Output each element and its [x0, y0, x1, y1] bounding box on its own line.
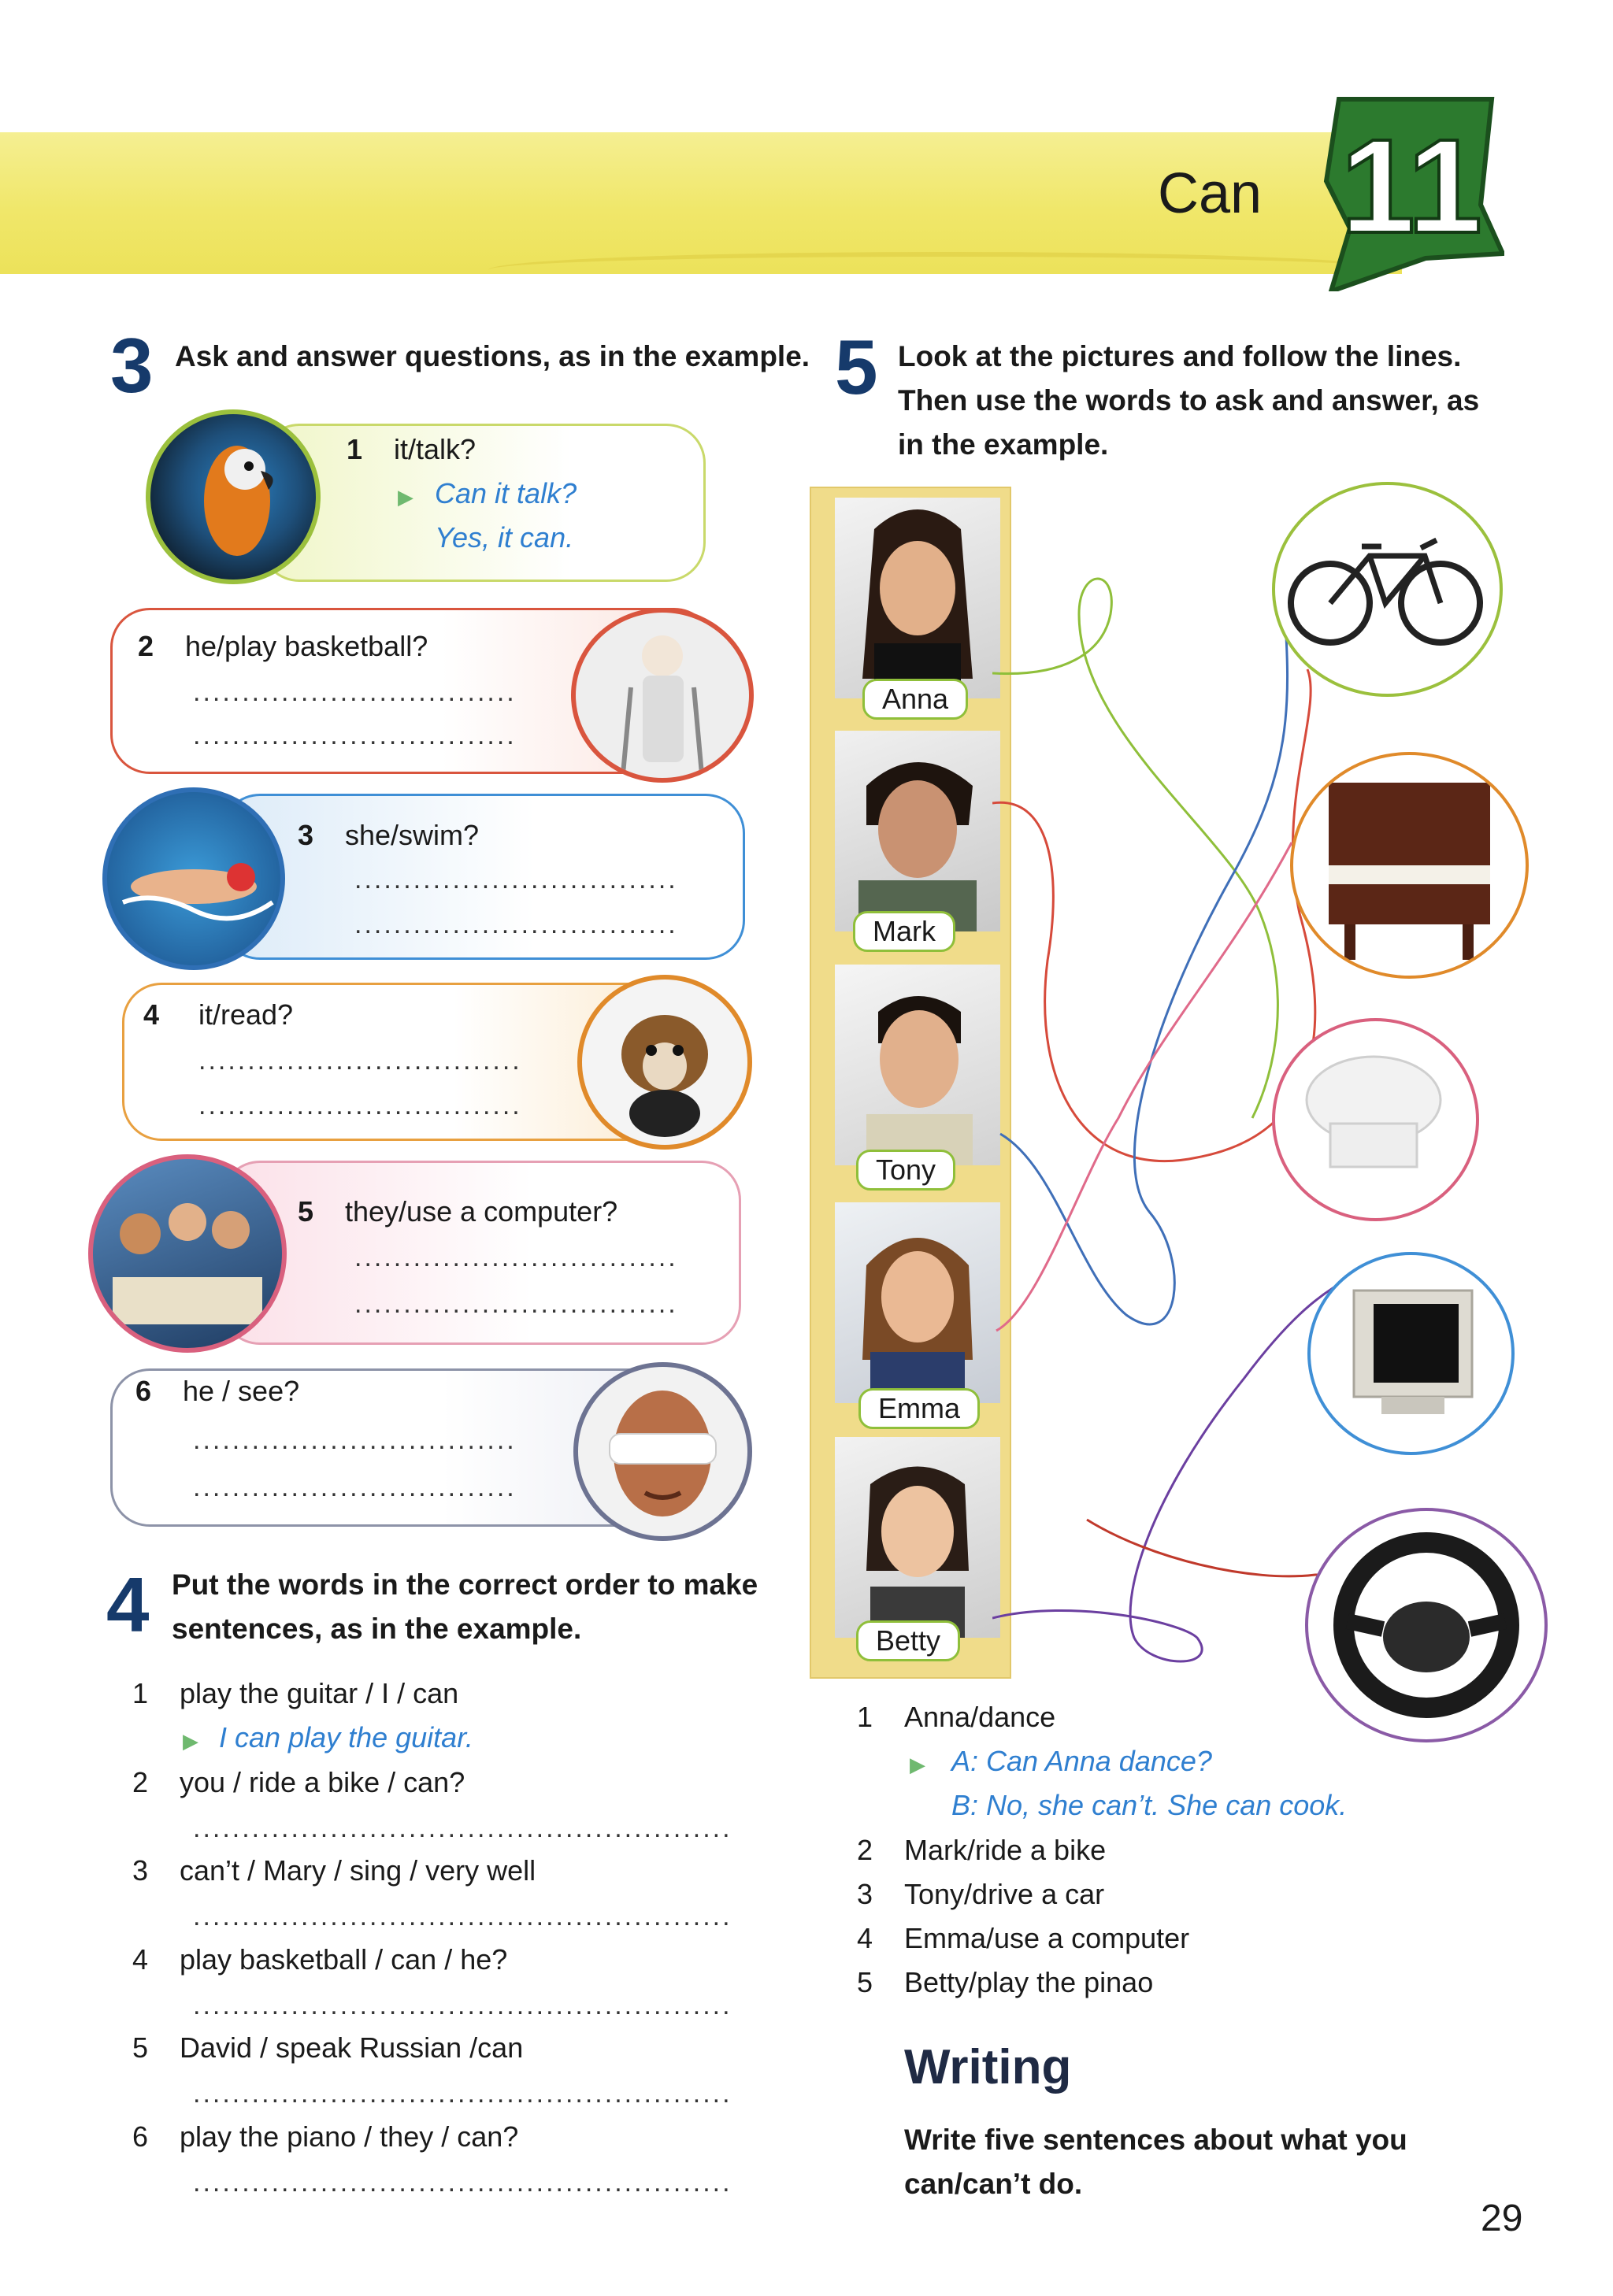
ex3-item-3-answer-line-2[interactable]: ................................. [354, 909, 678, 939]
betty-photo [835, 1437, 1000, 1638]
ex5-instruction-line-1: Look at the pictures and follow the lines. [898, 340, 1462, 372]
ex3-item-1-number: 1 [347, 433, 363, 465]
ex3-item-2-answer-line-2[interactable]: ................................. [193, 720, 517, 750]
mark-nameplate: Mark [853, 911, 955, 952]
ex3-item-1-answer-a: Yes, it can. [435, 521, 574, 554]
emma-photo [835, 1202, 1000, 1403]
ex4-item-4-words: play basketball / can / he? [180, 1943, 508, 1976]
page-number: 29 [1481, 2198, 1523, 2239]
blindfolded-man-photo [573, 1362, 752, 1541]
writing-line-2: can/can’t do. [904, 2168, 1083, 2200]
ex4-item-5-answer-line[interactable]: ....................................................... [193, 2079, 732, 2109]
ex4-item-2-words: you / ride a bike / can? [180, 1766, 465, 1798]
ex4-number: 4 [106, 1561, 150, 1648]
ex4-item-1-number: 1 [132, 1677, 149, 1709]
ex4-item-5-words: David / speak Russian /can [180, 2031, 524, 2064]
ex3-item-3-question: she/swim? [345, 819, 480, 851]
ex3-item-3-answer-line-1[interactable]: ................................. [354, 865, 678, 894]
ex3-instruction: Ask and answer questions, as in the example. [175, 340, 810, 372]
ex4-item-6-answer-line[interactable]: ....................................................... [193, 2168, 732, 2198]
arrow-icon: ▶ [910, 1753, 925, 1776]
anna-nameplate: Anna [862, 679, 968, 720]
ex5-item-4-number: 4 [857, 1922, 873, 1954]
arrow-icon: ▶ [398, 485, 413, 509]
ex5-instruction-line-3: in the example. [898, 428, 1109, 461]
ex3-item-6-number: 6 [135, 1375, 152, 1407]
ex3-item-3-number: 3 [298, 819, 314, 851]
swimmer-photo [102, 787, 285, 970]
ex3-item-5-number: 5 [298, 1195, 314, 1228]
ex4-item-4-answer-line[interactable]: ....................................................... [193, 1990, 732, 2020]
ex4-instruction-line-1: Put the words in the correct order to make [172, 1568, 758, 1601]
steering-wheel-icon [1308, 1511, 1544, 1739]
ex3-item-1-answer-q: Can it talk? [435, 477, 577, 509]
ex5-item-5-number: 5 [857, 1966, 873, 1998]
ex3-item-4-number: 4 [143, 998, 160, 1031]
piano-circle [1290, 752, 1529, 979]
ex5-item-5-text: Betty/play the pinao [904, 1966, 1154, 1998]
ex4-instruction-line-2: sentences, as in the example. [172, 1613, 582, 1645]
ex5-instruction-line-2: Then use the words to ask and answer, as [898, 384, 1480, 417]
emma-nameplate: Emma [858, 1388, 980, 1429]
ex5-item-3-number: 3 [857, 1878, 873, 1910]
writing-heading: Writing [904, 2040, 1072, 2094]
ex5-item-4-text: Emma/use a computer [904, 1922, 1190, 1954]
man-with-crutches-photo [571, 608, 754, 783]
ex4-item-3-number: 3 [132, 1854, 149, 1887]
header-swoosh [488, 252, 1402, 288]
ex5-item-1-answer-b: B: No, she can’t. She can cook. [951, 1789, 1348, 1821]
puppy-photo [577, 975, 752, 1150]
writing-line-1: Write five sentences about what you [904, 2124, 1407, 2156]
ex5-item-1-number: 1 [857, 1701, 873, 1733]
ex3-item-6-answer-line-1[interactable]: ................................. [193, 1425, 517, 1455]
ex3-item-6-question: he / see? [183, 1375, 300, 1407]
ex4-item-3-words: can’t / Mary / sing / very well [180, 1854, 536, 1887]
ex3-item-2-number: 2 [138, 630, 154, 662]
ex3-item-6-answer-line-2[interactable]: ................................. [193, 1472, 517, 1502]
ex4-item-6-number: 6 [132, 2120, 149, 2153]
computer-monitor-circle [1307, 1252, 1515, 1455]
parrot-photo [146, 409, 321, 584]
children-at-computer-photo [88, 1154, 287, 1353]
ex5-item-3-text: Tony/drive a car [904, 1878, 1105, 1910]
ex5-item-1-text: Anna/dance [904, 1701, 1056, 1733]
ex3-item-2-answer-line-1[interactable]: ................................. [193, 677, 517, 707]
ex3-item-4-answer-line-1[interactable]: ................................. [198, 1046, 522, 1076]
bicycle-circle [1272, 482, 1503, 697]
ex4-item-1-words: play the guitar / I / can [180, 1677, 459, 1709]
ex3-item-5-answer-line-1[interactable]: ................................. [354, 1242, 678, 1272]
ex3-item-4-question: it/read? [198, 998, 294, 1031]
chef-hat-circle [1272, 1018, 1479, 1221]
chef-hat-icon [1275, 1021, 1476, 1218]
piano-icon [1293, 755, 1526, 976]
unit-number: 11 [1340, 112, 1482, 261]
ex4-item-1-example: I can play the guitar. [219, 1721, 473, 1753]
bicycle-icon [1275, 485, 1500, 694]
tony-nameplate: Tony [856, 1150, 955, 1191]
arrow-icon: ▶ [183, 1729, 198, 1753]
ex5-item-2-number: 2 [857, 1834, 873, 1866]
ex3-item-2-question: he/play basketball? [185, 630, 428, 662]
unit-title: Can [1158, 162, 1263, 225]
ex4-item-6-words: play the piano / they / can? [180, 2120, 519, 2153]
ex4-item-4-number: 4 [132, 1943, 149, 1976]
computer-monitor-icon [1311, 1255, 1511, 1452]
ex5-number: 5 [835, 324, 878, 410]
tony-photo [835, 965, 1000, 1165]
ex3-item-5-question: they/use a computer? [345, 1195, 618, 1228]
ex4-item-3-answer-line[interactable]: ....................................................... [193, 1902, 732, 1931]
ex3-item-4-answer-line-2[interactable]: ................................. [198, 1091, 522, 1120]
steering-wheel-circle [1305, 1508, 1548, 1742]
ex3-item-1-question: it/talk? [394, 433, 476, 465]
ex3-number: 3 [110, 322, 154, 409]
ex3-item-5-answer-line-2[interactable]: ................................. [354, 1289, 678, 1319]
ex4-item-2-number: 2 [132, 1766, 149, 1798]
ex5-item-2-text: Mark/ride a bike [904, 1834, 1107, 1866]
ex4-item-2-answer-line[interactable]: ....................................................... [193, 1813, 732, 1843]
ex4-item-5-number: 5 [132, 2031, 149, 2064]
anna-photo [835, 498, 1000, 698]
unit-badge [1323, 94, 1504, 291]
betty-nameplate: Betty [856, 1620, 960, 1661]
mark-photo [835, 731, 1000, 931]
ex5-item-1-answer-a: A: Can Anna dance? [951, 1745, 1212, 1777]
